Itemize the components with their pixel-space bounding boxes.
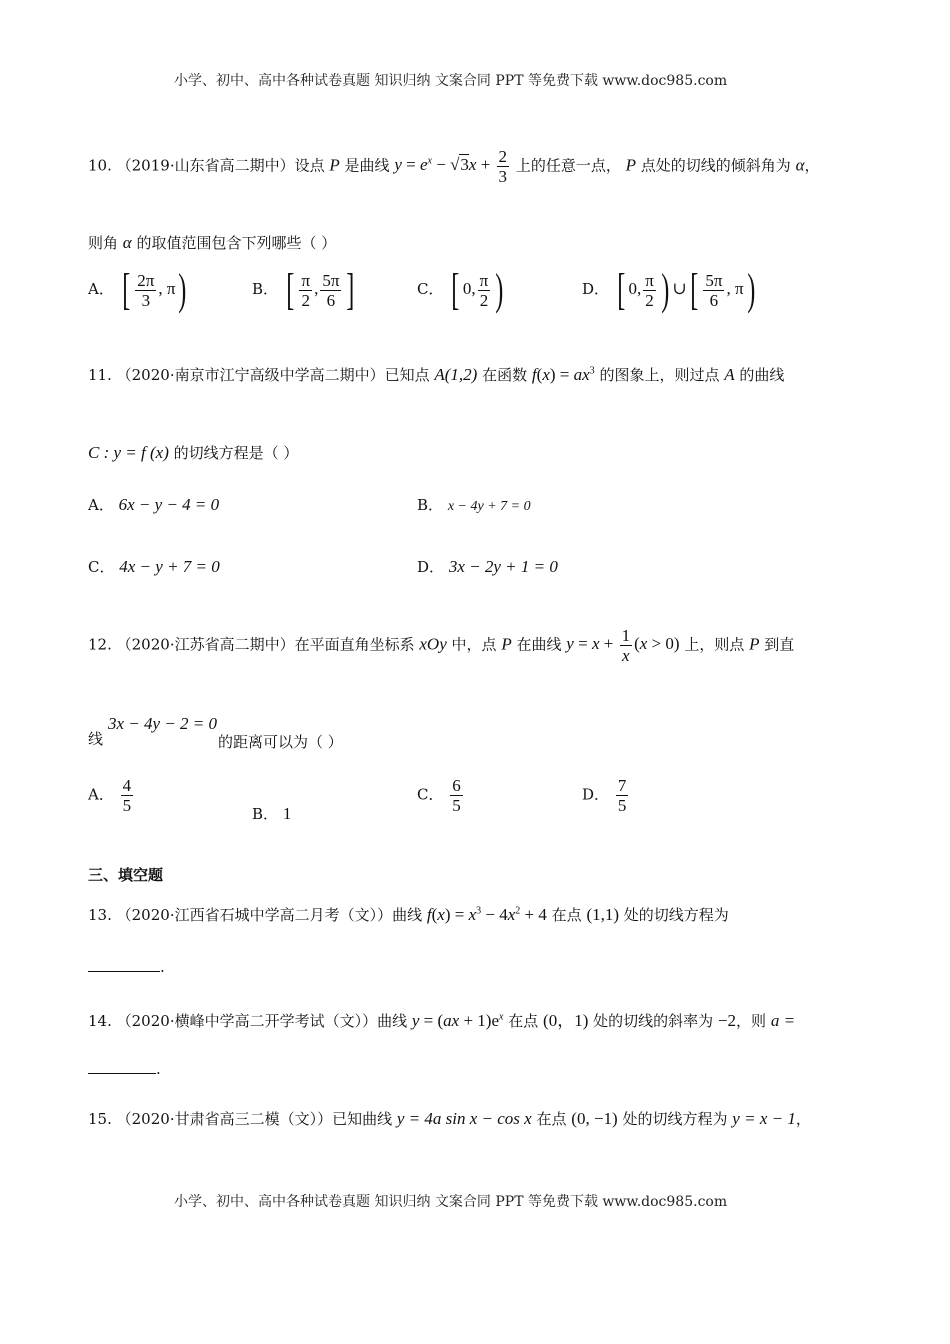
option-label: A． xyxy=(88,785,114,804)
question-11-line-2 xyxy=(88,442,298,463)
page-header: 小学、初中、高中各种试卷真题 知识归纳 文案合同 PPT 等免费下载 www.doc985.com xyxy=(174,73,728,89)
punct: ， xyxy=(804,156,820,175)
question-10-line-2 xyxy=(88,232,336,253)
option-label: D． xyxy=(417,558,445,576)
curve-formula: y = 4a sin x − cos x xyxy=(396,1109,532,1128)
option-label: C． xyxy=(88,558,115,576)
option-label: A． xyxy=(88,496,114,514)
text: 点处的切线的倾斜角为 xyxy=(640,156,791,175)
question-14-line-1 xyxy=(88,1006,795,1031)
option-b[interactable] xyxy=(252,803,291,824)
question-source: （2020·江西省石城中学高二月考（文））曲线 xyxy=(116,906,423,924)
section-heading: 三、填空题 xyxy=(88,866,164,884)
text: 的图象上，则过点 xyxy=(599,366,720,384)
var-p: P xyxy=(749,634,760,654)
option-formula: $\frac{4}{5}$ xyxy=(122,776,132,815)
text: ，则 xyxy=(736,1012,767,1030)
text: 在点 xyxy=(551,906,582,924)
option-formula: [ 0, $\frac{\pi}{2}$ ) ∪[ $\frac{5\pi}{6}$ , π) xyxy=(617,265,755,314)
option-equation: x − 4y + 7 = 0 xyxy=(447,499,531,514)
question-source: （2020·江苏省高二期中）在平面直角坐标系 xyxy=(116,635,415,654)
question-10-line-1 xyxy=(88,147,820,186)
line-equation xyxy=(108,714,217,734)
option-d[interactable] xyxy=(582,265,758,314)
text: 上，则点 xyxy=(684,635,745,654)
question-number: 12. xyxy=(88,635,112,654)
var-p: P xyxy=(501,634,512,654)
function-formula: $f(x) = x^3 - 4x^2 + 4$ xyxy=(426,905,547,924)
text: 在函数 xyxy=(482,366,528,384)
text: 处的切线方程为 xyxy=(623,906,729,924)
punct: ， xyxy=(795,1110,811,1128)
option-equation: 3x − 2y + 1 = 0 xyxy=(448,557,558,576)
option-formula: $\frac{6}{5}$ xyxy=(452,776,461,815)
answer-blank-13[interactable] xyxy=(88,958,165,976)
option-formula: [ $\frac{\pi}{2}$ , $\frac{5\pi}{6}$ ] xyxy=(286,265,355,314)
question-number: 14. xyxy=(88,1012,112,1030)
var-p: P xyxy=(625,155,637,175)
text: 处的切线的斜率为 xyxy=(593,1012,714,1030)
option-formula: [ 0, $\frac{\pi}{2}$ ) xyxy=(451,265,504,314)
coord-system: xOy xyxy=(419,634,447,654)
curve-formula: C : y = f (x) xyxy=(88,443,169,462)
option-formula: [ $\frac{2\pi}{3}$ , π) xyxy=(121,265,187,314)
option-b[interactable] xyxy=(417,494,531,515)
option-label: D． xyxy=(582,279,610,298)
function-formula: $f(x) = ax^3$ xyxy=(531,365,595,384)
text: 是曲线 xyxy=(344,156,390,175)
option-c[interactable] xyxy=(417,265,507,314)
option-equation: 6x − y − 4 = 0 xyxy=(118,495,220,514)
equation: 3x − 4y − 2 = 0 xyxy=(108,714,218,733)
option-d[interactable] xyxy=(417,556,558,577)
curve-formula: $y = (ax + 1)e^x$ xyxy=(411,1011,504,1030)
question-number: 11. xyxy=(88,366,112,384)
text: 的曲线 xyxy=(739,366,785,384)
text: 的距离可以为（ ） xyxy=(218,733,343,751)
a-equals: a = xyxy=(770,1011,796,1030)
question-source: （2020·甘肃省高三二模（文））已知曲线 xyxy=(116,1110,393,1128)
text: 在点 xyxy=(536,1110,567,1128)
question-number: 10. xyxy=(88,156,112,175)
option-label: B． xyxy=(252,279,279,298)
question-number: 13. xyxy=(88,906,112,924)
var-p: P xyxy=(329,155,340,175)
question-12-line-2b xyxy=(218,731,343,752)
text: 在点 xyxy=(508,1012,539,1030)
option-value: 1 xyxy=(282,804,292,823)
question-11-line-1 xyxy=(88,364,784,385)
var-alpha: α xyxy=(795,155,805,175)
option-c[interactable] xyxy=(417,776,465,815)
option-formula: $\frac{7}{5}$ xyxy=(617,776,627,815)
answer-blank-14[interactable] xyxy=(88,1060,161,1078)
option-label: A． xyxy=(88,279,114,298)
text: 的取值范围包含下列哪些（ ） xyxy=(136,234,337,252)
question-number: 15. xyxy=(88,1110,112,1128)
question-15-line-1 xyxy=(88,1108,811,1129)
question-13-line-1 xyxy=(88,904,729,925)
blank-line[interactable] xyxy=(88,1061,156,1074)
blank-line[interactable] xyxy=(88,959,160,972)
tangent-equation: y = x − 1 xyxy=(732,1109,796,1128)
text: 的切线方程是（ ） xyxy=(173,444,299,462)
var-alpha: α xyxy=(122,233,132,252)
point: (1,1) xyxy=(586,905,620,924)
option-a[interactable] xyxy=(88,776,135,815)
point: (0，1) xyxy=(543,1011,589,1030)
text: 线 xyxy=(88,730,104,748)
question-source: （2020·南京市江宁高级中学高二期中）已知点 xyxy=(116,366,430,384)
text: 则角 xyxy=(88,234,119,252)
page-footer: 小学、初中、高中各种试卷真题 知识归纳 文案合同 PPT 等免费下载 www.doc985.com xyxy=(174,1194,728,1210)
punct: . xyxy=(156,1060,161,1078)
text: 上的任意一点， xyxy=(515,156,621,175)
option-label: C． xyxy=(417,279,444,298)
option-label: C． xyxy=(417,785,444,804)
option-label: D． xyxy=(582,785,610,804)
option-equation: 4x − y + 7 = 0 xyxy=(119,557,220,576)
point: (0, −1) xyxy=(571,1109,618,1128)
punct: . xyxy=(160,958,165,976)
option-a[interactable] xyxy=(88,265,190,314)
option-d[interactable] xyxy=(582,776,630,815)
curve-formula: y = x + $\frac{1}{x}$ (x > 0) xyxy=(566,626,680,665)
text: 在曲线 xyxy=(516,635,562,654)
option-label: B． xyxy=(417,496,444,514)
option-label: B． xyxy=(252,805,279,823)
question-source: （2020·横峰中学高二开学考试（文））曲线 xyxy=(116,1012,408,1030)
text: 到直 xyxy=(764,635,795,654)
option-a[interactable] xyxy=(88,494,219,515)
question-12-line-1 xyxy=(88,626,794,665)
text: 处的切线方程为 xyxy=(622,1110,728,1128)
option-b[interactable] xyxy=(252,265,358,314)
slope-value: −2 xyxy=(717,1011,737,1030)
option-c[interactable] xyxy=(88,556,220,577)
point-a: A(1,2) xyxy=(434,365,478,384)
curve-formula: $y = e^x - √3x$ + $\frac{2}{3}$ xyxy=(394,147,508,186)
question-12-line-2 xyxy=(88,728,103,749)
var-a: A xyxy=(724,365,735,384)
question-source: （2019·山东省高二期中）设点 xyxy=(116,156,325,175)
text: 中，点 xyxy=(451,635,497,654)
